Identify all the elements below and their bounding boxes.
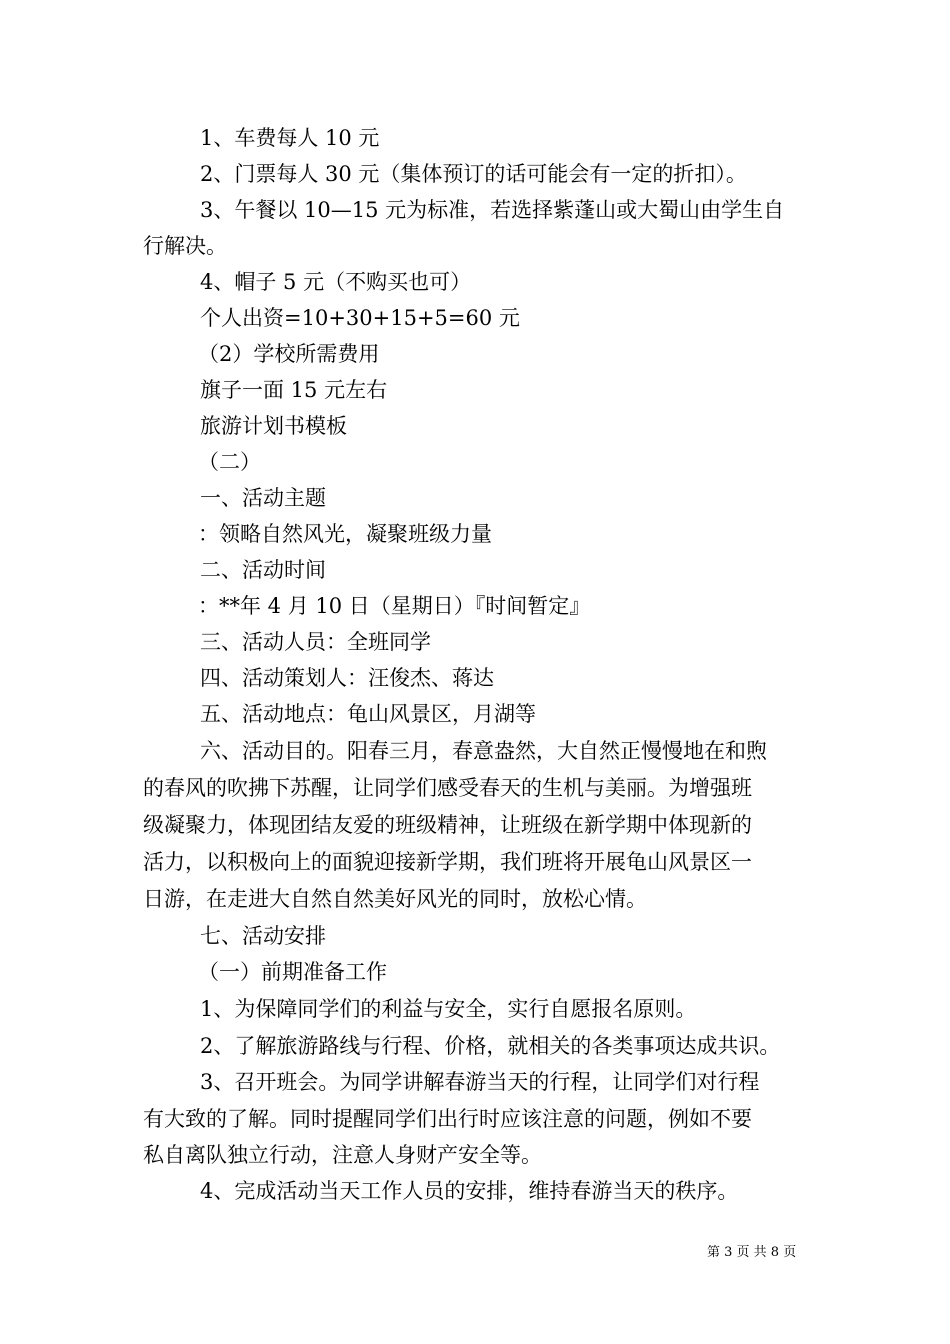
page-number-footer: 第 3 页 共 8 页 (707, 1245, 797, 1260)
text-line: 私自离队独立行动，注意人身财产安全等。 (143, 1143, 542, 1167)
text-line: 七、活动安排 (200, 924, 326, 948)
text-line: 4、完成活动当天工作人员的安排，维持春游当天的秩序。 (200, 1179, 739, 1203)
text-line: 1、车费每人 10 元 (200, 126, 380, 150)
text-line: ：**年 4 月 10 日（星期日）『时间暂定』 (198, 594, 591, 618)
text-line: 旅游计划书模板 (200, 414, 347, 438)
text-line: 有大致的了解。同时提醒同学们出行时应该注意的问题，例如不要 (143, 1107, 752, 1131)
text-line: 五、活动地点：龟山风景区，月湖等 (200, 702, 536, 726)
text-line: 的春风的吹拂下苏醒，让同学们感受春天的生机与美丽。为增强班 (143, 776, 752, 800)
text-line: 级凝聚力，体现团结友爱的班级精神，让班级在新学期中体现新的 (143, 813, 752, 837)
text-line: 3、午餐以 10—15 元为标准，若选择紫蓬山或大蜀山由学生自 (200, 198, 785, 222)
text-line: 3、召开班会。为同学讲解春游当天的行程，让同学们对行程 (200, 1070, 760, 1094)
text-line: 一、活动主题 (200, 486, 326, 510)
text-line: 三、活动人员：全班同学 (200, 630, 431, 654)
text-line: （一）前期准备工作 (198, 960, 387, 984)
text-line: 六、活动目的。阳春三月，春意盎然，大自然正慢慢地在和煦 (200, 739, 767, 763)
text-line: 4、帽子 5 元（不购买也可） (200, 270, 472, 294)
text-line: 四、活动策划人：汪俊杰、蒋达 (200, 666, 494, 690)
text-line: 2、门票每人 30 元（集体预订的话可能会有一定的折扣）。 (200, 162, 747, 186)
text-line: 1、为保障同学们的利益与安全，实行自愿报名原则。 (200, 997, 697, 1021)
text-line: 2、了解旅游路线与行程、价格，就相关的各类事项达成共识。 (200, 1034, 781, 1058)
text-line: 活力，以积极向上的面貌迎接新学期，我们班将开展龟山风景区一 (143, 850, 752, 874)
text-line: （二） (198, 450, 261, 474)
text-line: （2）学校所需费用 (198, 342, 380, 366)
text-line: 行解决。 (143, 234, 227, 258)
text-line: 二、活动时间 (200, 558, 326, 582)
text-line: ：领略自然风光，凝聚班级力量 (198, 522, 492, 546)
text-line: 日游，在走进大自然自然美好风光的同时，放松心情。 (143, 887, 647, 911)
text-line: 个人出资=10+30+15+5=60 元 (200, 306, 520, 330)
text-line: 旗子一面 15 元左右 (200, 378, 388, 402)
